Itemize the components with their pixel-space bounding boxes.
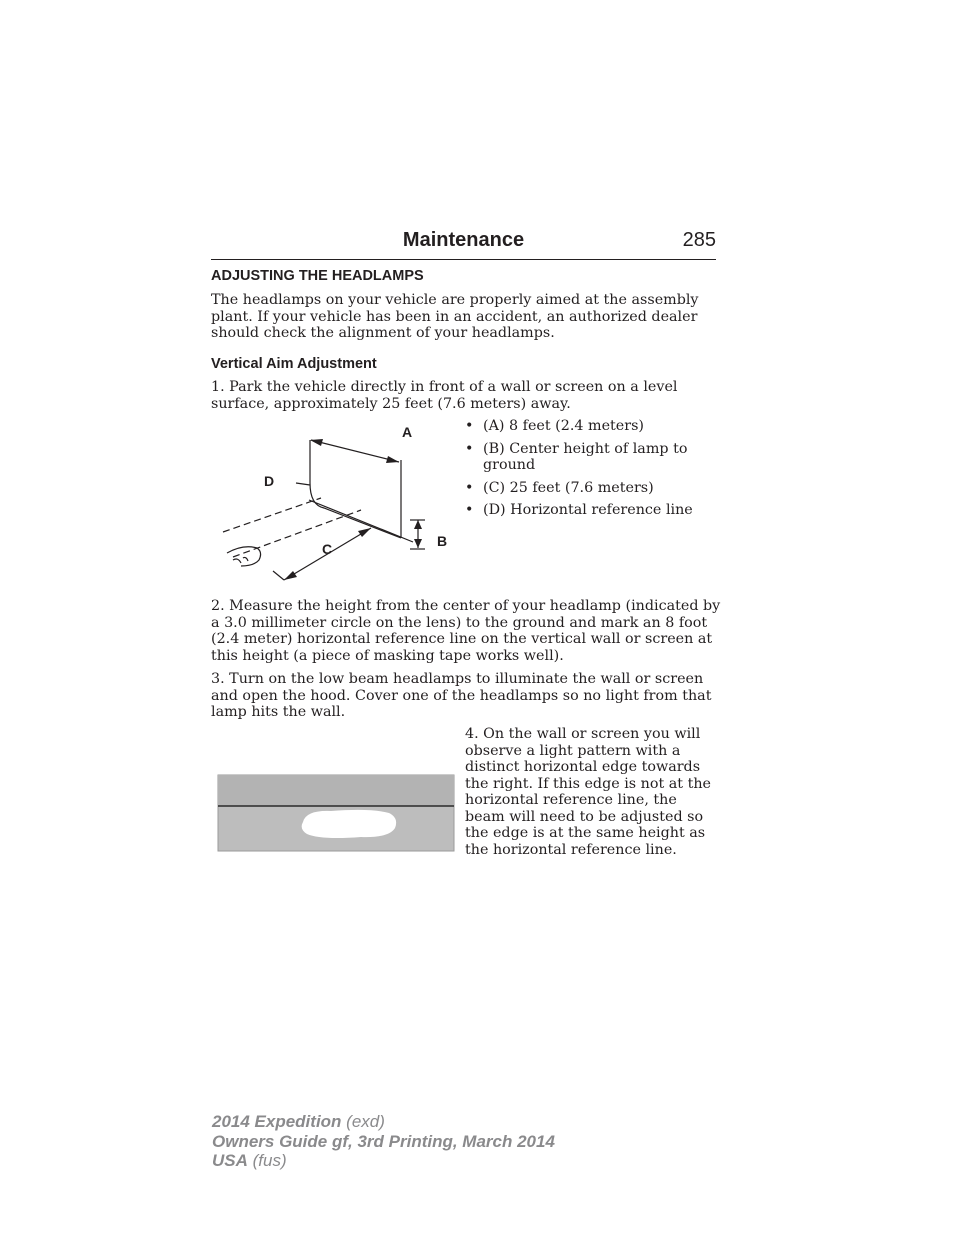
bullet: • xyxy=(465,418,474,434)
label-b: B xyxy=(437,533,448,549)
footer-model-code: (exd) xyxy=(346,1112,385,1131)
headlamp-aim-diagram xyxy=(211,420,461,590)
label-d: D xyxy=(264,473,275,489)
beam-pattern-illustration xyxy=(211,770,461,856)
bullet: • xyxy=(465,440,474,457)
label-a: A xyxy=(402,424,413,440)
bullet: • xyxy=(465,479,474,496)
page-number: 285 xyxy=(682,229,716,251)
legend-item: • (A) 8 feet (2.4 meters) xyxy=(465,418,645,434)
intro-paragraph: The headlamps on your vehicle are properly aimed at the assembly plant. If your vehicle has been in an accident, an authorized dealer should check the alignment of your headlamps. xyxy=(211,292,699,341)
legend-item: • (B) Center height of lamp to ground xyxy=(465,440,688,473)
footer-model: 2014 Expedition xyxy=(212,1112,342,1131)
page-footer xyxy=(212,1112,555,1171)
footer-market-code: (fus) xyxy=(252,1151,287,1170)
step-3: 3. Turn on the low beam headlamps to illuminate the wall or screen and open the hood. Cover one of the headlamps so no light from that lamp hits the wall. xyxy=(211,671,712,720)
section-title: ADJUSTING THE HEADLAMPS xyxy=(211,268,424,284)
footer-guide: Owners Guide gf, 3rd Printing, March 2014 xyxy=(212,1131,555,1151)
footer-market: USA xyxy=(212,1151,248,1170)
page-header xyxy=(211,229,716,260)
legend-item: • (C) 25 feet (7.6 meters) xyxy=(465,479,654,496)
subsection-title: Vertical Aim Adjustment xyxy=(211,356,377,372)
legend-item: • (D) Horizontal reference line xyxy=(465,502,693,518)
step-4: 4. On the wall or screen you will observe a light pattern with a distinct horizontal edge towards the right. If this edge is not at the horizontal reference line, the beam will need to be adjusted so the edge is at the same height as the horizontal reference line. xyxy=(465,726,712,858)
bullet: • xyxy=(465,502,474,518)
step-1: 1. Park the vehicle directly in front of a wall or screen on a level surface, approximately 25 feet (7.6 meters) away. xyxy=(211,379,678,412)
step-2: 2. Measure the height from the center of your headlamp (indicated by a 3.0 millimeter circle on the lens) to the ground and mark an 8 foot (2.4 meter) horizontal reference line on the vertical wall or screen at this height (a piece of masking tape works well). xyxy=(211,598,721,664)
chapter-title: Maintenance xyxy=(402,229,525,251)
label-c: C xyxy=(322,541,333,557)
diagram-legend xyxy=(465,418,725,525)
